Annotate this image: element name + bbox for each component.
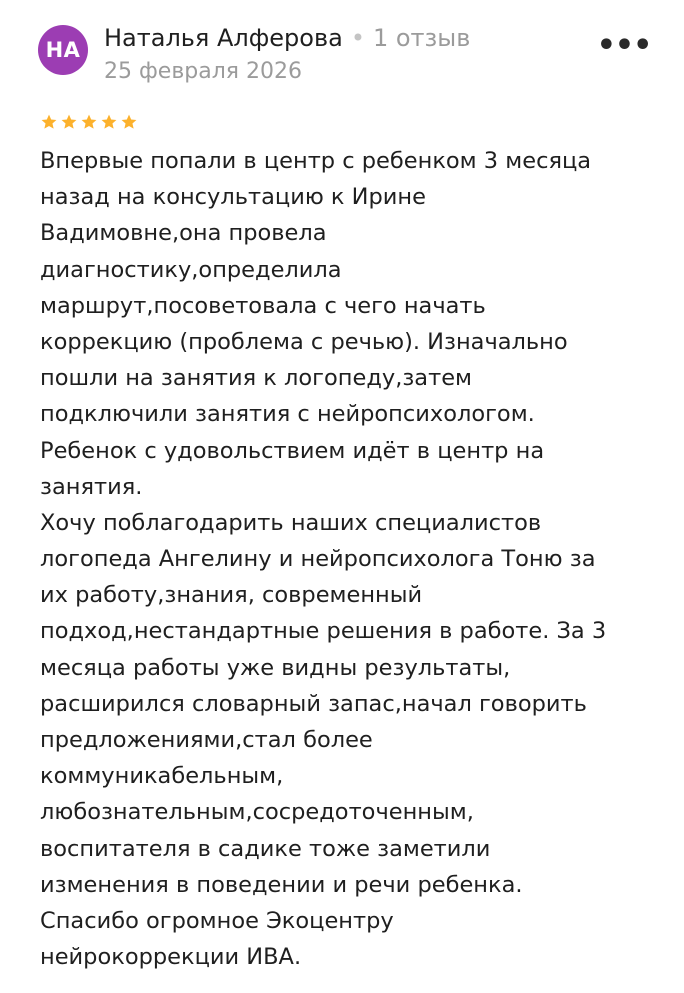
review-text-line: назад на консультацию к Ирине bbox=[40, 184, 426, 211]
review-text-line: расширился словарный запас,начал говорить bbox=[40, 690, 587, 717]
star-icon bbox=[40, 113, 58, 131]
review-text-line: месяца работы уже видны результаты, bbox=[40, 654, 511, 681]
review-text-line: логопеда Ангелину и нейропсихолога Тоню за bbox=[40, 546, 596, 573]
review-text-line: Вадимовне,она провела bbox=[40, 220, 327, 247]
review-text-line: их работу,знания, современный bbox=[40, 582, 423, 609]
star-rating bbox=[40, 113, 138, 131]
review-text-line: подключили занятия с нейропсихологом. bbox=[40, 401, 535, 428]
separator-dot: • bbox=[350, 24, 365, 52]
review-date: 25 февраля 2026 bbox=[104, 59, 303, 84]
review-header bbox=[104, 24, 470, 52]
review-text-line: предложениями,стал более bbox=[40, 727, 373, 753]
review-text-line: Хочу поблагодарить наших специалистов bbox=[40, 509, 542, 536]
review-text-line: Ребенок с удовольствием идёт в центр на bbox=[40, 437, 545, 464]
star-icon bbox=[100, 113, 118, 131]
review-text-line: Впервые попали в центр с ребенком 3 месяца bbox=[40, 148, 592, 174]
avatar[interactable]: НА bbox=[38, 25, 88, 75]
review-text-line: диагностику,определила bbox=[40, 256, 342, 283]
more-options-button[interactable]: ••• bbox=[596, 27, 652, 63]
author-review-count: 1 отзыв bbox=[372, 24, 471, 52]
review-text-line: подход,нестандартные решения в работе. За 3 bbox=[40, 618, 607, 645]
review-text-line: воспитателя в садике тоже заметили bbox=[40, 835, 491, 862]
review-text-line: коррекцию (проблема с речью). Изначально bbox=[40, 328, 568, 355]
review-text-line: изменения в поведении и речи ребенка. bbox=[40, 871, 523, 898]
review-text-line: маршрут,посоветовала с чего начать bbox=[40, 292, 486, 319]
review-text-line: нейрокоррекции ИВА. bbox=[40, 944, 302, 971]
review-text bbox=[40, 143, 650, 975]
star-icon bbox=[80, 113, 98, 131]
star-icon bbox=[60, 113, 78, 131]
review-text-line: пошли на занятия к логопеду,затем bbox=[40, 365, 473, 392]
review-text-line: коммуникабельным, bbox=[40, 763, 284, 790]
review-text-line: занятия. bbox=[40, 473, 143, 500]
review-text-line: любознательным,сосредоточенным, bbox=[40, 799, 474, 826]
star-icon bbox=[120, 113, 138, 131]
author-name[interactable]: Наталья Алферова bbox=[104, 24, 343, 52]
review-text-line: Спасибо огромное Экоцентру bbox=[40, 907, 394, 934]
